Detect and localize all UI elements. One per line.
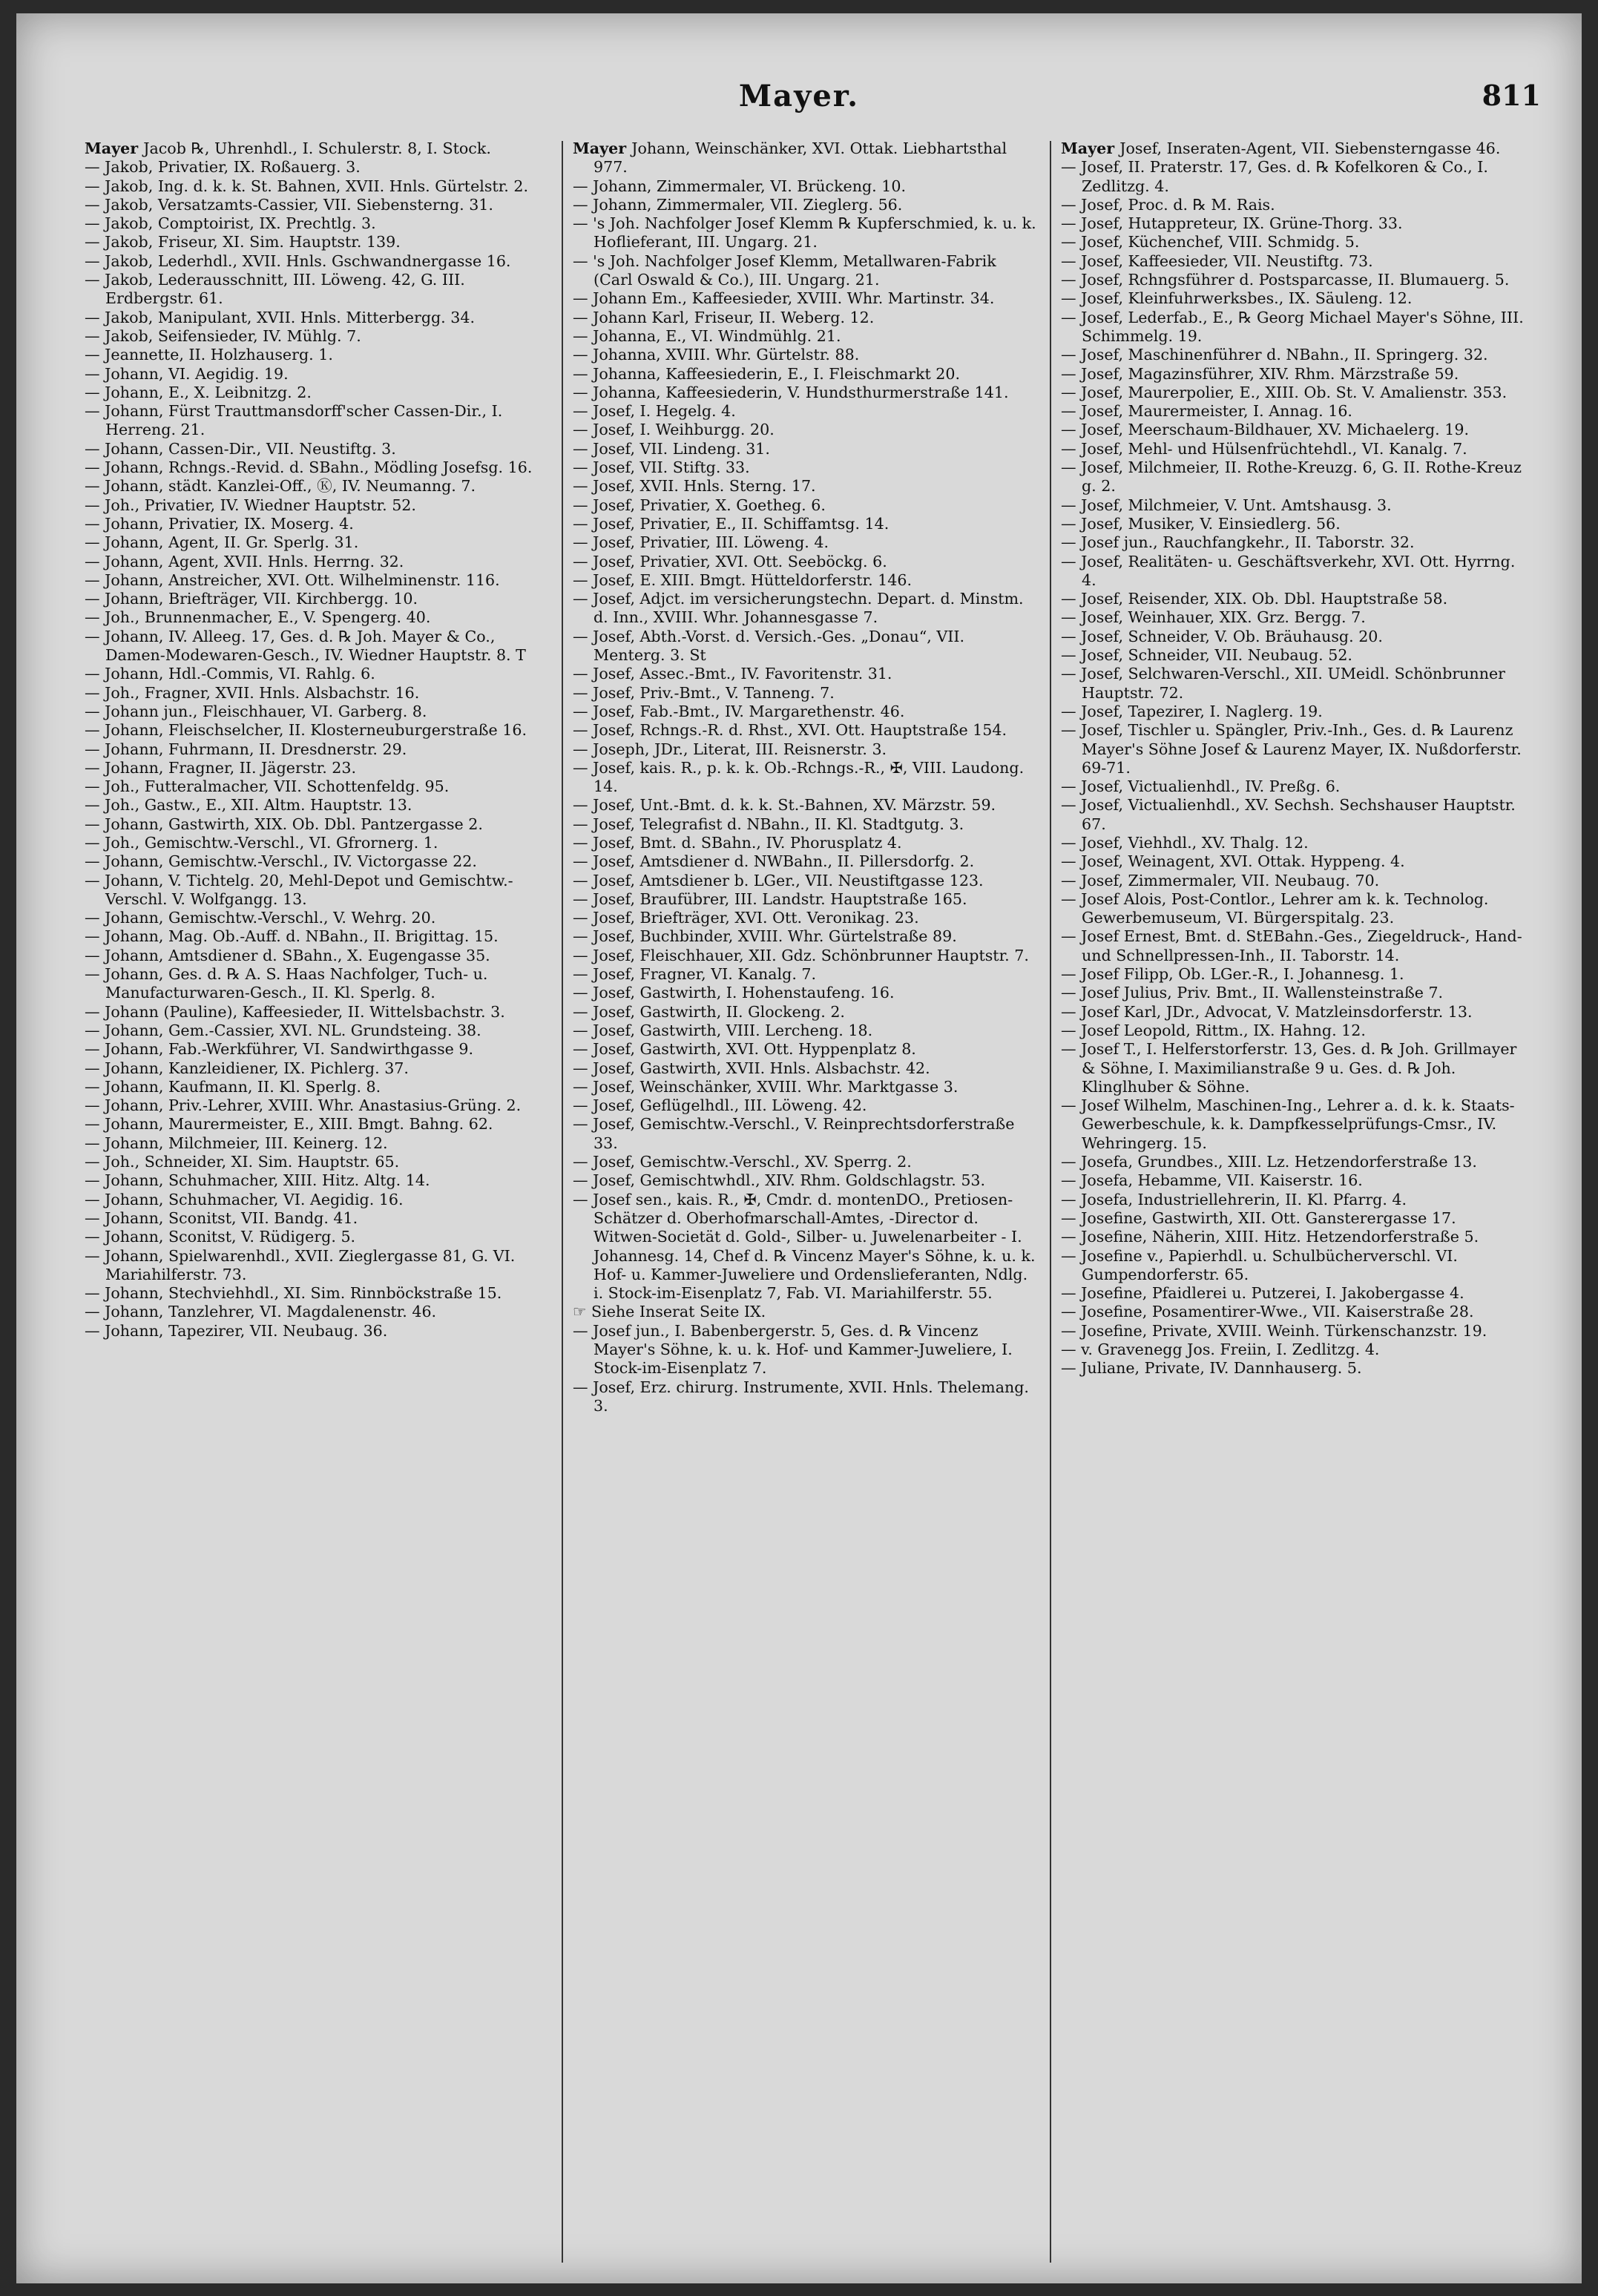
directory-entry: — Johann, Amtsdiener d. SBahn., X. Eugengasse 35. — [85, 946, 490, 964]
directory-entry: — Josef, Privatier, X. Goetheg. 6. — [573, 496, 826, 514]
directory-entry: — Josef, Fab.-Bmt., IV. Margarethenstr. 46. — [573, 702, 905, 720]
directory-entry: — Josef, Privatier, XVI. Ott. Seeböckg. 6. — [573, 552, 887, 570]
directory-entry: — Johann, Sconitst, V. Rüdigerg. 5. — [85, 1228, 356, 1246]
directory-entry: — Josef, Realitäten- u. Geschäftsverkehr, XVI. Ott. Hyrrng. 4. — [1061, 552, 1516, 589]
directory-entry: — Josef, Hutappreteur, IX. Grüne-Thorg. 33. — [1061, 214, 1403, 233]
directory-entry: — Johann, Fleischselcher, II. Klosterneuburgerstraße 16. — [85, 721, 527, 740]
directory-entry: — Josef, Weinschänker, XVIII. Whr. Marktgasse 3. — [573, 1077, 959, 1096]
directory-entry: — Josef, XVII. Hnls. Sterng. 17. — [573, 477, 816, 496]
directory-entry: — Josef sen., kais. R., ✠, Cmdr. d. montenDO., Pretiosen-Schätzer d. Oberhofmarschall-Amtes, -Director d. Witwen-Societät d. Gold-, Silber- u. Juwelenarbeiter - I. Johannesg. 14, Chef d. ℞ Vincenz Mayer's Söhne, k. u. k. Hof- u. Kammer-Juweliere und Ordenslieferanten, Ndlg. i. Stock-im-Eisenplatz 7, Fab. VI. Mariahilferstr. 55. — [573, 1190, 1036, 1303]
directory-entry: — Johann, städt. Kanzlei-Off., Ⓚ, IV. Neumanng. 7. — [85, 477, 476, 496]
directory-entry: — Jakob, Seifensieder, IV. Mühlg. 7. — [85, 326, 361, 345]
directory-entry: — Josef, Küchenchef, VIII. Schmidg. 5. — [1061, 233, 1360, 251]
directory-entry: — Josef, Rchngsführer d. Postsparcasse, II. Blumauerg. 5. — [1061, 271, 1510, 289]
directory-entry: — Johann jun., Fleischhauer, VI. Garberg. 8. — [85, 702, 427, 720]
directory-entry: — Johann, VI. Aegidig. 19. — [85, 364, 289, 383]
directory-entry: — Josef Julius, Priv. Bmt., II. Wallensteinstraße 7. — [1061, 984, 1444, 1002]
directory-entry: — Johann, Fragner, II. Jägerstr. 23. — [85, 758, 357, 777]
directory-entry: — Josef, Gastwirth, VIII. Lercheng. 18. — [573, 1021, 873, 1039]
directory-entry: — Joh., Privatier, IV. Wiedner Hauptstr. 52. — [85, 496, 416, 514]
directory-entry: — Johann, Kanzleidiener, IX. Pichlerg. 37. — [85, 1059, 409, 1077]
directory-entry: — Josef, Buchbinder, XVIII. Whr. Gürtelstraße 89. — [573, 927, 957, 946]
directory-entry: — Josef, Maurermeister, I. Annag. 16. — [1061, 402, 1352, 421]
directory-entry: — Josef, Amtsdiener b. LGer., VII. Neustiftgasse 123. — [573, 871, 984, 889]
directory-entry: — Josef, Milchmeier, II. Rothe-Kreuzg. 6, G. II. Rothe-Kreuz g. 2. — [1061, 458, 1522, 496]
directory-entry: — Josef, Privatier, E., II. Schiffamtsg. 14. — [573, 514, 890, 533]
directory-entry: — Josef Wilhelm, Maschinen-Ing., Lehrer a. d. k. k. Staats-Gewerbeschule, k. k. Dampfkesselprüfungs-Cmsr., IV. Wehringerg. 15. — [1061, 1096, 1515, 1152]
directory-entry: — Johann, Gem.-Cassier, XVI. NL. Grundsteing. 38. — [85, 1021, 481, 1039]
directory-entry: — Johann, Fab.-Werkführer, VI. Sandwirthgasse 9. — [85, 1040, 474, 1059]
directory-entry: — Joh., Futteralmacher, VII. Schottenfeldg. 95. — [85, 777, 450, 796]
directory-entry: — Josef, Fleischhauer, XII. Gdz. Schönbrunner Hauptstr. 7. — [573, 946, 1029, 964]
directory-entry: — Johanna, XVIII. Whr. Gürtelstr. 88. — [573, 346, 860, 364]
directory-entry: — Josef, Weinhauer, XIX. Grz. Bergg. 7. — [1061, 608, 1366, 627]
directory-entry: — Jeannette, II. Holzhauserg. 1. — [85, 346, 333, 364]
directory-entry: — Josef, Mehl- und Hülsenfrüchtehdl., VI. Kanalg. 7. — [1061, 439, 1467, 458]
directory-entry: — Josef, Unt.-Bmt. d. k. k. St.-Bahnen, XV. Märzstr. 59. — [573, 796, 996, 815]
directory-entry: — Josef, Adjct. im versicherungstechn. Depart. d. Minstm. d. Inn., XVIII. Whr. Johannesgasse 7. — [573, 590, 1024, 627]
column-middle — [573, 139, 1039, 2269]
directory-entry: — Johann, Spielwarenhdl., XVII. Zieglergasse 81, G. VI. Mariahilferstr. 73. — [85, 1246, 516, 1283]
column-divider — [562, 141, 563, 2263]
directory-entry: — Josef, VII. Lindeng. 31. — [573, 439, 770, 458]
directory-entry: — Jakob, Ing. d. k. k. St. Bahnen, XVII. Hnls. Gürtelstr. 2. — [85, 177, 529, 195]
directory-entry: — Josefine v., Papierhdl. u. Schulbücherverschl. VI. Gumpendorferstr. 65. — [1061, 1246, 1458, 1283]
directory-entry: — Josef, Gastwirth, I. Hohenstaufeng. 16. — [573, 984, 895, 1002]
directory-entry: — 's Joh. Nachfolger Josef Klemm, Metallwaren-Fabrik (Carl Oswald & Co.), III. Ungarg. 21. — [573, 251, 996, 289]
directory-entry: — Josef jun., I. Babenbergerstr. 5, Ges. d. ℞ Vincenz Mayer's Söhne, k. u. k. Hof- und Kammer-Juweliere, I. Stock-im-Eisenplatz 7. — [573, 1321, 1013, 1378]
directory-entry: — Josef, Selchwaren-Verschl., XII. UMeidl. Schönbrunner Hauptstr. 72. — [1061, 665, 1505, 702]
directory-entry: — Josef, Gastwirth, XVII. Hnls. Alsbachstr. 42. — [573, 1059, 930, 1077]
directory-entry: — Josef, Schneider, V. Ob. Bräuhausg. 20. — [1061, 627, 1383, 645]
directory-entry: — Johanna, Kaffeesiederin, E., I. Fleischmarkt 20. — [573, 364, 961, 383]
directory-entry: — Josef, Erz. chirurg. Instrumente, XVII. Hnls. Thelemang. 3. — [573, 1378, 1029, 1415]
directory-entry: — Josef, Kleinfuhrwerksbes., IX. Säuleng. 12. — [1061, 289, 1413, 308]
page-number: 811 — [1482, 79, 1541, 112]
directory-entry: — Josef, Bmt. d. SBahn., IV. Phorusplatz 4. — [573, 833, 902, 852]
directory-entry: — Josef, Gastwirth, II. Glockeng. 2. — [573, 1002, 845, 1021]
directory-entry: — Johanna, Kaffeesiederin, V. Hundsthurmerstraße 141. — [573, 383, 1009, 401]
directory-entry: — Josef, Meerschaum-Bildhauer, XV. Michaelerg. 19. — [1061, 421, 1469, 439]
directory-entry: — Josef, Braufübrer, III. Landstr. Hauptstraße 165. — [573, 889, 967, 908]
directory-entry: — Johann Karl, Friseur, II. Weberg. 12. — [573, 308, 875, 326]
directory-entry: — Johann, Maurermeister, E., XIII. Bmgt. Bahng. 62. — [85, 1115, 493, 1134]
directory-entry: — Josef, I. Hegelg. 4. — [573, 402, 736, 421]
column-left — [85, 139, 550, 2269]
directory-entry: — Josefine, Posamentirer-Wwe., VII. Kaiserstraße 28. — [1061, 1303, 1474, 1321]
directory-entry: — Josef, Rchngs.-R. d. Rhst., XVI. Ott. Hauptstraße 154. — [573, 721, 1007, 740]
directory-entry: — Johann (Pauline), Kaffeesieder, II. Wittelsbachstr. 3. — [85, 1002, 505, 1021]
directory-entry: — Johann, V. Tichtelg. 20, Mehl-Depot und Gemischtw.-Verschl. V. Wolfgangg. 13. — [85, 871, 513, 908]
directory-entry: Mayer Josef, Inseraten-Agent, VII. Siebensterngasse 46. — [1061, 139, 1501, 157]
directory-entry: — Josef, Gemischtw.-Verschl., V. Reinprechtsdorferstraße 33. — [573, 1115, 1015, 1152]
directory-entry: — Josef, Gemischtwhdl., XIV. Rhm. Goldschlagstr. 53. — [573, 1171, 986, 1190]
directory-entry: — Josef, Privatier, III. Löweng. 4. — [573, 533, 829, 552]
directory-entry: — Jakob, Comptoirist, IX. Prechtlg. 3. — [85, 214, 376, 233]
directory-entry: — Josef Karl, JDr., Advocat, V. Matzleinsdorferstr. 13. — [1061, 1002, 1473, 1021]
directory-entry: — Josef, Gemischtw.-Verschl., XV. Sperrg. 2. — [573, 1153, 912, 1171]
directory-entry: — Josefa, Industriellehrerin, II. Kl. Pfarrg. 4. — [1061, 1190, 1407, 1208]
directory-entry: — Johann, Ges. d. ℞ A. S. Haas Nachfolger, Tuch- u. Manufacturwaren-Gesch., II. Kl. Sperlg. 8. — [85, 965, 488, 1002]
directory-entry: — Josef, Tapezirer, I. Naglerg. 19. — [1061, 702, 1323, 720]
directory-entry: — Josef, Assec.-Bmt., IV. Favoritenstr. 31. — [573, 665, 892, 683]
directory-entry: — Josef, Geflügelhdl., III. Löweng. 42. — [573, 1096, 867, 1115]
directory-entry: — Josef, Maschinenführer d. NBahn., II. Springerg. 32. — [1061, 346, 1488, 364]
column-right — [1061, 139, 1527, 2269]
directory-entry: — Josef, Musiker, V. Einsiedlerg. 56. — [1061, 514, 1341, 533]
directory-entry: — Johann, Schuhmacher, XIII. Hitz. Altg. 14. — [85, 1171, 430, 1190]
directory-entry: — Jakob, Lederausschnitt, III. Löweng. 42, G. III. Erdbergstr. 61. — [85, 271, 465, 308]
directory-entry: — Johann, Gastwirth, XIX. Ob. Dbl. Pantzergasse 2. — [85, 815, 483, 833]
directory-entry: — 's Joh. Nachfolger Josef Klemm ℞ Kupferschmied, k. u. k. Hoflieferant, III. Ungarg. 21. — [573, 214, 1036, 251]
page-header — [16, 79, 1582, 123]
directory-entry: — Jakob, Manipulant, XVII. Hnls. Mitterbergg. 34. — [85, 308, 476, 326]
directory-entry: — Josef, Telegrafist d. NBahn., II. Kl. Stadtgutg. 3. — [573, 815, 964, 833]
directory-entry: — Josef, Reisender, XIX. Ob. Dbl. Hauptstraße 58. — [1061, 590, 1448, 608]
directory-entry: — Josef, Victualienhdl., IV. Preßg. 6. — [1061, 777, 1341, 796]
directory-entry: — Johann, Gemischtw.-Verschl., IV. Victorgasse 22. — [85, 852, 477, 871]
directory-entry: — Johann, Privatier, IX. Moserg. 4. — [85, 514, 354, 533]
directory-entry: — Josef, Amtsdiener d. NWBahn., II. Pillersdorfg. 2. — [573, 852, 975, 871]
directory-entry: — Joh., Gemischtw.-Verschl., VI. Gfrornerg. 1. — [85, 833, 438, 852]
directory-entry: — Josef T., I. Helferstorferstr. 13, Ges. d. ℞ Joh. Grillmayer & Söhne, I. Maximilianstraße 9 u. Ges. d. ℞ Joh. Klinglhuber & Söhne. — [1061, 1040, 1517, 1096]
directory-entry: — Johann, Tapezirer, VII. Neubaug. 36. — [85, 1321, 388, 1340]
directory-entry: — Joh., Brunnenmacher, E., V. Spengerg. 40. — [85, 608, 431, 627]
directory-entry: — Johann, Kaufmann, II. Kl. Sperlg. 8. — [85, 1077, 381, 1096]
directory-entry: — Josef, Weinagent, XVI. Ottak. Hyppeng. 4. — [1061, 852, 1405, 871]
directory-entry: — Johann, Hdl.-Commis, VI. Rahlg. 6. — [85, 665, 375, 683]
directory-entry: Mayer Jacob ℞, Uhrenhdl., I. Schulerstr. 8, I. Stock. — [85, 139, 491, 157]
directory-entry: — Josef jun., Rauchfangkehr., II. Taborstr. 32. — [1061, 533, 1415, 552]
column-divider — [1050, 141, 1051, 2263]
directory-entry: — Josef Alois, Post-Contlor., Lehrer am k. k. Technolog. Gewerbemuseum, VI. Bürgerspitalg. 23. — [1061, 889, 1489, 927]
running-title: Mayer. — [738, 79, 860, 114]
directory-entry: — Josef, kais. R., p. k. k. Ob.-Rchngs.-R., ✠, VIII. Laudong. 14. — [573, 758, 1025, 796]
directory-entry: — Josef, I. Weihburgg. 20. — [573, 421, 775, 439]
directory-entry: — Johann, Milchmeier, III. Keinerg. 12. — [85, 1134, 388, 1152]
directory-entry: — Johann, Fuhrmann, II. Dresdnerstr. 29. — [85, 740, 407, 758]
directory-entry: — Josef Ernest, Bmt. d. StEBahn.-Ges., Ziegeldruck-, Hand- und Schnellpressen-Inh., II. Taborstr. 14. — [1061, 927, 1522, 964]
directory-entry: — Josef, E. XIII. Bmgt. Hütteldorferstr. 146. — [573, 570, 913, 589]
directory-entry: — Josefine, Pfaidlerei u. Putzerei, I. Jakobergasse 4. — [1061, 1284, 1464, 1303]
directory-entry: — Johann, Agent, II. Gr. Sperlg. 31. — [85, 533, 359, 552]
directory-entry: — Johann, Priv.-Lehrer, XVIII. Whr. Anastasius-Grüng. 2. — [85, 1096, 522, 1115]
directory-entry: — Josefa, Grundbes., XIII. Lz. Hetzendorferstraße 13. — [1061, 1153, 1477, 1171]
directory-entry: — Jakob, Lederhdl., XVII. Hnls. Gschwandnergasse 16. — [85, 251, 511, 270]
directory-entry: — Johanna, E., VI. Windmühlg. 21. — [573, 326, 841, 345]
directory-entry: — Johann, Sconitst, VII. Bandg. 41. — [85, 1208, 358, 1227]
directory-entry: — Joh., Fragner, XVII. Hnls. Alsbachstr. 16. — [85, 683, 420, 702]
directory-entry: — Josef, Gastwirth, XVI. Ott. Hyppenplatz 8. — [573, 1040, 916, 1059]
directory-entry: — Josef, Briefträger, XVI. Ott. Veronikag. 23. — [573, 909, 919, 927]
directory-entry: — Johann, Tanzlehrer, VI. Magdalenenstr. 46. — [85, 1303, 437, 1321]
directory-entry: — Josef, Lederfab., E., ℞ Georg Michael Mayer's Söhne, III. Schimmelg. 19. — [1061, 308, 1524, 345]
directory-entry: — Johann, Zimmermaler, VI. Brückeng. 10. — [573, 177, 907, 195]
directory-entry: — Joh., Schneider, XI. Sim. Hauptstr. 65. — [85, 1153, 400, 1171]
directory-entry: — Josef, Tischler u. Spängler, Priv.-Inh., Ges. d. ℞ Laurenz Mayer's Söhne Josef & Laurenz Mayer, IX. Nußdorferstr. 69-71. — [1061, 721, 1522, 777]
directory-entry: — Joh., Gastw., E., XII. Altm. Hauptstr. 13. — [85, 796, 412, 815]
directory-entry: — Josef, Proc. d. ℞ M. Rais. — [1061, 195, 1275, 214]
directory-entry: — Josef, Milchmeier, V. Unt. Amtshausg. 3. — [1061, 496, 1392, 514]
directory-entry: — Josefine, Gastwirth, XII. Ott. Gansterergasse 17. — [1061, 1208, 1456, 1227]
directory-entry: — Johann, IV. Alleeg. 17, Ges. d. ℞ Joh. Mayer & Co., Damen-Modewaren-Gesch., IV. Wiedner Hauptstr. 8. T — [85, 627, 526, 665]
directory-entry: — Josef, Schneider, VII. Neubaug. 52. — [1061, 646, 1352, 665]
directory-entry: — Josef Leopold, Rittm., IX. Hahng. 12. — [1061, 1021, 1366, 1039]
directory-entry: — Josef, VII. Stiftg. 33. — [573, 458, 750, 477]
directory-entry: — Johann, Schuhmacher, VI. Aegidig. 16. — [85, 1190, 404, 1208]
directory-entry: — Juliane, Private, IV. Dannhauserg. 5. — [1061, 1359, 1362, 1378]
directory-entry: — Johann Em., Kaffeesieder, XVIII. Whr. Martinstr. 34. — [573, 289, 995, 308]
directory-entry: — Johann, Rchngs.-Revid. d. SBahn., Mödling Josefsg. 16. — [85, 458, 533, 477]
directory-entry: Mayer Johann, Weinschänker, XVI. Ottak. Liebhartsthal 977. — [573, 139, 1007, 177]
directory-entry: — Josef, Abth.-Vorst. d. Versich.-Ges. „Donau“, VII. Menterg. 3. St — [573, 627, 965, 665]
directory-entry: — Josef, Viehhdl., XV. Thalg. 12. — [1061, 833, 1309, 852]
directory-entry: — Josefine, Private, XVIII. Weinh. Türkenschanzstr. 19. — [1061, 1321, 1487, 1340]
directory-entry: — v. Gravenegg Jos. Freiin, I. Zedlitzg. 4. — [1061, 1341, 1380, 1358]
directory-entry: — Jakob, Friseur, XI. Sim. Hauptstr. 139. — [85, 233, 401, 251]
directory-entry: — Johann, Anstreicher, XVI. Ott. Wilhelminenstr. 116. — [85, 570, 500, 589]
directory-entry: — Johann, Gemischtw.-Verschl., V. Wehrg. 20. — [85, 909, 436, 927]
directory-entry: — Josef, Zimmermaler, VII. Neubaug. 70. — [1061, 871, 1380, 889]
directory-entry: — Johann, E., X. Leibnitzg. 2. — [85, 383, 312, 401]
directory-entry: ☞ Siehe Inserat Seite IX. — [573, 1303, 766, 1321]
directory-entry: — Johann, Zimmermaler, VII. Zieglerg. 56. — [573, 195, 903, 214]
directory-entry: — Johann, Agent, XVII. Hnls. Herrng. 32. — [85, 552, 404, 570]
directory-entry: — Josefa, Hebamme, VII. Kaiserstr. 16. — [1061, 1171, 1363, 1190]
directory-page — [16, 13, 1582, 2283]
directory-entry: — Josef, Kaffeesieder, VII. Neustiftg. 73. — [1061, 251, 1373, 270]
directory-entry: — Johann, Cassen-Dir., VII. Neustiftg. 3. — [85, 439, 396, 458]
directory-entry: — Jakob, Versatzamts-Cassier, VII. Siebensterng. 31. — [85, 195, 493, 214]
directory-entry: — Jakob, Privatier, IX. Roßauerg. 3. — [85, 158, 361, 177]
directory-entry: — Johann, Stechviehhdl., XI. Sim. Rinnböckstraße 15. — [85, 1284, 502, 1303]
directory-entry: — Johann, Briefträger, VII. Kirchbergg. 10. — [85, 590, 418, 608]
directory-entry: — Josef, Maurerpolier, E., XIII. Ob. St. V. Amalienstr. 353. — [1061, 383, 1507, 401]
directory-entry: — Josef, Magazinsführer, XIV. Rhm. Märzstraße 59. — [1061, 364, 1459, 383]
directory-entry: — Johann, Mag. Ob.-Auff. d. NBahn., II. Brigittag. 15. — [85, 927, 499, 946]
directory-entry: — Josef, Priv.-Bmt., V. Tanneng. 7. — [573, 683, 835, 702]
directory-entry: — Josefine, Näherin, XIII. Hitz. Hetzendorferstraße 5. — [1061, 1228, 1479, 1246]
directory-entry: — Josef, Victualienhdl., XV. Sechsh. Sechshauser Hauptstr. 67. — [1061, 796, 1516, 833]
directory-entry: — Josef, II. Praterstr. 17, Ges. d. ℞ Kofelkoren & Co., I. Zedlitzg. 4. — [1061, 158, 1488, 195]
directory-entry: — Josef, Fragner, VI. Kanalg. 7. — [573, 965, 817, 984]
directory-entry: — Joseph, JDr., Literat, III. Reisnerstr. 3. — [573, 740, 887, 758]
directory-entry: — Josef Filipp, Ob. LGer.-R., I. Johannesg. 1. — [1061, 965, 1404, 984]
directory-entry: — Johann, Fürst Trauttmansdorff'scher Cassen-Dir., I. Herreng. 21. — [85, 402, 503, 439]
